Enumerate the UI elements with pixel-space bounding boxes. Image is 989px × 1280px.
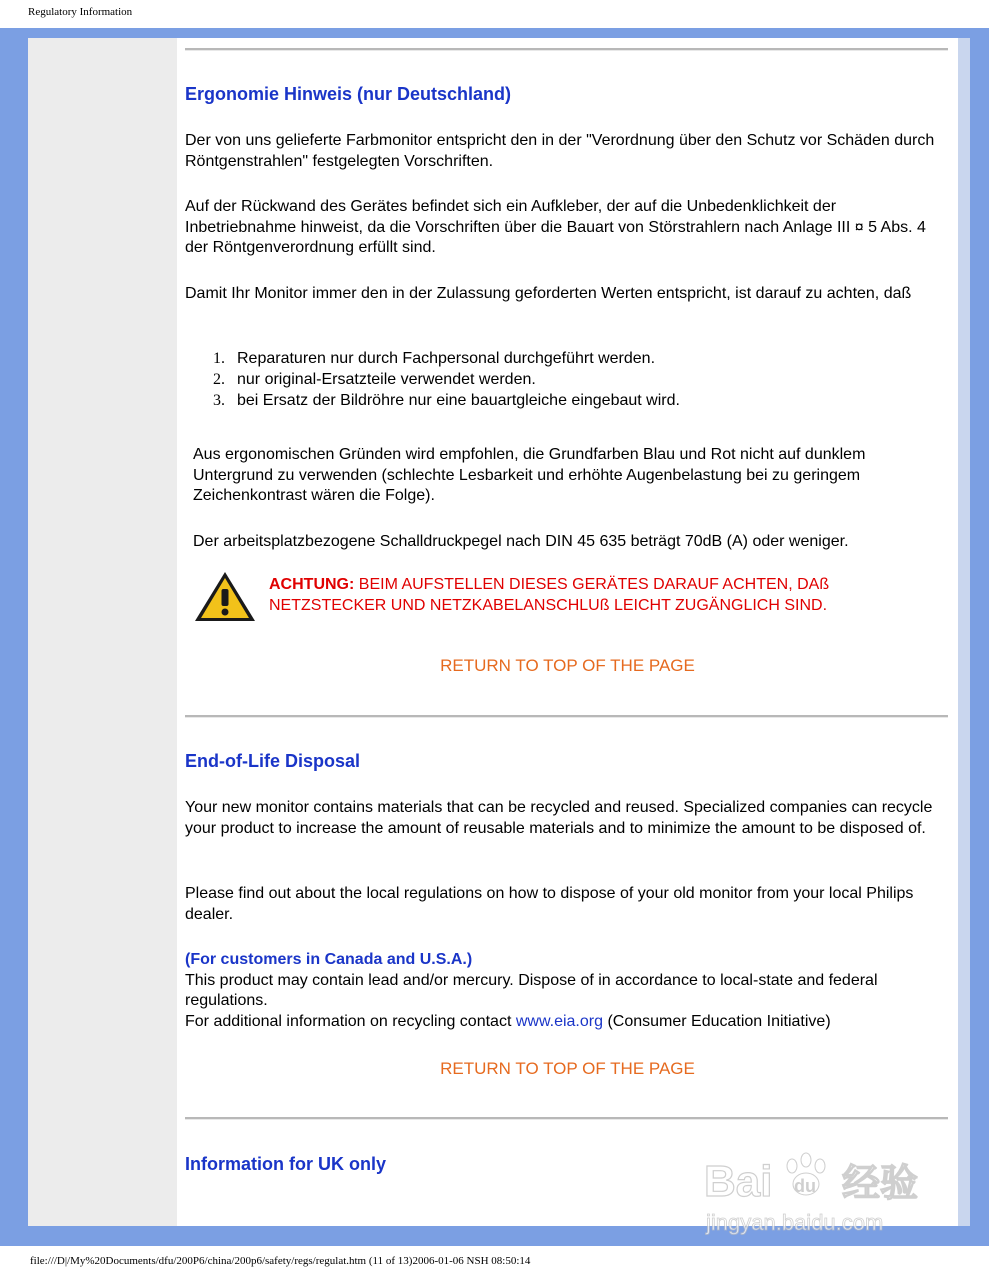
recycling-info-suffix: (Consumer Education Initiative) xyxy=(603,1012,831,1030)
warning-icon xyxy=(193,569,257,624)
paragraph: Your new monitor contains materials that can be recycled and reused. Specialized companies can recycle your product to increase the amount of reusable materials and to minimize the amount to be disposed of. xyxy=(185,799,933,837)
watermark-url: jingyan.baidu.com xyxy=(706,1210,884,1235)
list-number: 3. xyxy=(213,392,225,409)
paragraph: Please find out about the local regulations on how to dispose of your old monitor from your local Philips dealer. xyxy=(185,885,914,923)
baidu-watermark xyxy=(700,1130,940,1240)
paragraph: Der arbeitsplatzbezogene Schalldruckpegel nach DIN 45 635 beträgt 70dB (A) oder weniger. xyxy=(193,533,849,550)
eia-link[interactable]: www.eia.org xyxy=(515,1012,603,1030)
section-title-end-of-life: End-of-Life Disposal xyxy=(185,751,360,771)
left-sidebar-panel xyxy=(28,38,177,1226)
paragraph: Der von uns gelieferte Farbmonitor entspricht den in der "Verordnung über den Schutz vor Schäden durch Röntgenstrahlen" festgelegten Vorschriften. xyxy=(185,132,935,170)
section-title-ergonomie: Ergonomie Hinweis (nur Deutschland) xyxy=(185,84,512,104)
list-number: 2. xyxy=(213,371,225,388)
right-frame-border xyxy=(958,38,970,1226)
paragraph: Auf der Rückwand des Gerätes befindet sich ein Aufkleber, der auf die Unbedenklichkeit der Inbetriebnahme hinweist, da die Vorschriften über die Bauart von Störstrahlern nach Anlage III ¤ 5 Abs. 4 der Röntgenverordnung erfüllt sind. xyxy=(185,198,926,256)
warning-text: BEIM AUFSTELLEN DIESES GERÄTES DARAUF ACHTEN, DAß NETZSTECKER UND NETZKABELANSCHLUß LEICHT ZUGÄNGLICH SIND. xyxy=(269,576,830,614)
list-item xyxy=(213,348,680,369)
canada-usa-block xyxy=(185,950,945,1032)
section-divider xyxy=(185,1117,948,1120)
print-footer: file:///D|/My%20Documents/dfu/200P6/china/200p6/safety/regs/regulat.htm (11 of 13)2006-01-06 NSH 08:50:14 xyxy=(30,1255,531,1267)
list-text: bei Ersatz der Bildröhre nur eine bauartgleiche eingebaut wird. xyxy=(237,392,680,409)
section-divider xyxy=(185,715,948,718)
list-item xyxy=(213,369,680,390)
paragraph: This product may contain lead and/or mercury. Dispose of in accordance to local-state and federal regulations. xyxy=(185,971,878,1009)
list-item xyxy=(213,390,680,411)
paragraph: Damit Ihr Monitor immer den in der Zulassung geforderten Werten entspricht, ist darauf zu achten, daß xyxy=(185,285,912,302)
print-header: Regulatory Information xyxy=(28,6,133,18)
requirements-list xyxy=(213,348,680,411)
list-number: 1. xyxy=(213,350,225,367)
subheading-canada-usa: (For customers in Canada and U.S.A.) xyxy=(185,951,473,968)
watermark-cn: 经验 xyxy=(842,1161,919,1205)
return-to-top-link[interactable]: RETURN TO TOP OF THE PAGE xyxy=(440,1059,695,1078)
list-text: Reparaturen nur durch Fachpersonal durchgeführt werden. xyxy=(237,350,656,367)
watermark-brand: Bai xyxy=(704,1157,773,1206)
paragraph: Aus ergonomischen Gründen wird empfohlen, die Grundfarben Blau und Rot nicht auf dunklem Untergrund zu verwenden (schlechte Lesbarkeit und erhöhte Augenbelastung bei zu geringem Zeichenkontrast wären die Folge). xyxy=(193,446,866,504)
section-title-uk: Information for UK only xyxy=(185,1154,386,1174)
return-to-top-link[interactable]: RETURN TO TOP OF THE PAGE xyxy=(440,656,695,675)
watermark-brand-2: du xyxy=(794,1176,816,1196)
warning-label: ACHTUNG: xyxy=(269,576,355,593)
recycling-info: For additional information on recycling contact xyxy=(185,1012,516,1030)
warning-notice xyxy=(269,574,889,616)
list-text: nur original-Ersatzteile verwendet werden. xyxy=(237,371,536,388)
content-area xyxy=(177,38,958,1226)
section-divider xyxy=(185,48,948,51)
